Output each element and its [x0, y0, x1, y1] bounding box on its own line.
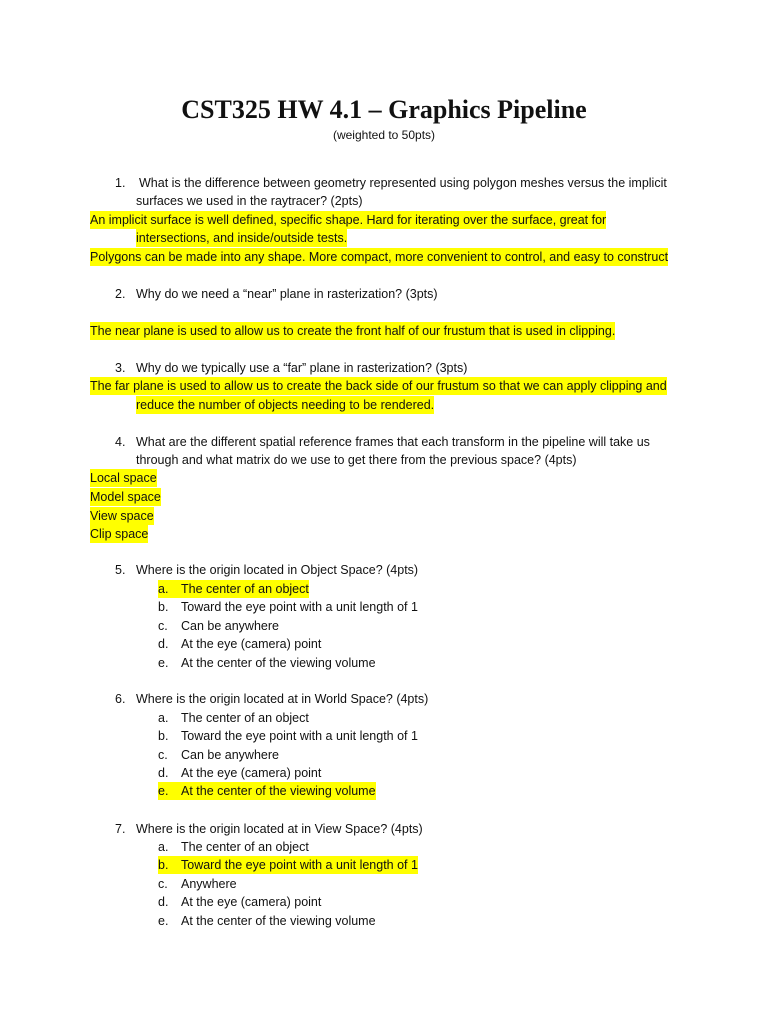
question-6 — [115, 690, 428, 708]
page-subtitle: (weighted to 50pts) — [332, 128, 436, 142]
question-2 — [115, 285, 438, 303]
question-4 — [115, 433, 650, 451]
question-5 — [115, 561, 418, 579]
question-4-cont: through and what matrix do we use to get there from the previous space? (4pts) — [136, 453, 577, 467]
question-number: 5. — [115, 563, 126, 577]
question-3 — [115, 359, 467, 377]
option-a: a. The center of an object — [158, 840, 309, 854]
question-number: 1. — [115, 176, 126, 190]
option-d: d. At the eye (camera) point — [158, 895, 322, 909]
option-b: b. Toward the eye point with a unit length of 1 — [158, 600, 418, 614]
question-text: Why do we typically use a “far” plane in rasterization? (3pts) — [136, 361, 468, 375]
question-text: Where is the origin located at in World Space? (4pts) — [136, 692, 429, 706]
question-number: 2. — [115, 287, 126, 301]
question-text: Where is the origin located in Object Space? (4pts) — [136, 563, 419, 577]
answer-4-item: Model space — [90, 490, 161, 504]
option-c: c. Can be anywhere — [158, 619, 279, 633]
question-7 — [115, 820, 423, 838]
question-number: 3. — [115, 361, 126, 375]
answer-4-item: Local space — [90, 471, 157, 485]
answer-1b: Polygons can be made into any shape. More compact, more convenient to control, and easy to construct — [90, 250, 669, 264]
question-1 — [115, 174, 667, 192]
answer-4-item: Clip space — [90, 527, 149, 541]
answer-3-cont: reduce the number of objects needing to be rendered. — [136, 398, 435, 412]
answer-2: The near plane is used to allow us to create the front half of our frustum that is used in clipping. — [90, 324, 616, 338]
answer-1a-cont: intersections, and inside/outside tests. — [136, 231, 348, 245]
question-number: 6. — [115, 692, 126, 706]
answer-1a: An implicit surface is well defined, specific shape. Hard for iterating over the surface, great for — [90, 213, 607, 227]
option-e-selected: e. At the center of the viewing volume — [158, 784, 376, 798]
option-e: e. At the center of the viewing volume — [158, 914, 376, 928]
question-number: 7. — [115, 822, 126, 836]
answer-3: The far plane is used to allow us to create the back side of our frustum so that we can apply clipping and — [90, 379, 667, 393]
question-text: Where is the origin located at in View Space? (4pts) — [136, 822, 423, 836]
option-c: c. Can be anywhere — [158, 748, 279, 762]
option-a-selected: a. The center of an object — [158, 582, 309, 596]
option-b: b. Toward the eye point with a unit length of 1 — [158, 729, 418, 743]
option-b-selected: b. Toward the eye point with a unit length of 1 — [158, 858, 418, 872]
question-1-cont: surfaces we used in the raytracer? (2pts) — [136, 194, 363, 208]
option-a: a. The center of an object — [158, 711, 309, 725]
question-text: What is the difference between geometry represented using polygon meshes versus the implicit — [139, 176, 667, 190]
option-e: e. At the center of the viewing volume — [158, 656, 376, 670]
option-d: d. At the eye (camera) point — [158, 637, 322, 651]
question-text: Why do we need a “near” plane in rasterization? (3pts) — [136, 287, 438, 301]
page-title: CST325 HW 4.1 – Graphics Pipeline — [181, 95, 587, 124]
question-number: 4. — [115, 435, 126, 449]
option-d: d. At the eye (camera) point — [158, 766, 322, 780]
question-text: What are the different spatial reference frames that each transform in the pipeline will take us — [136, 435, 650, 449]
option-c: c. Anywhere — [158, 877, 237, 891]
answer-4-item: View space — [90, 509, 154, 523]
